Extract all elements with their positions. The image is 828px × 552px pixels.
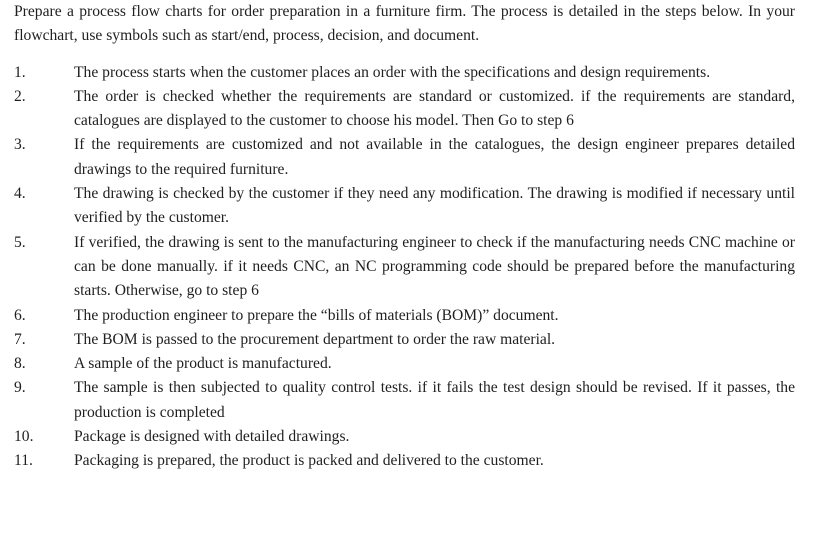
step-number: 6. [14, 306, 26, 324]
step-text: A sample of the product is manufactured. [74, 355, 332, 373]
step-text: The production engineer to prepare the “bills of materials (BOM)” document. [74, 306, 559, 324]
step-number: 3. [14, 136, 26, 154]
list-item [14, 61, 795, 85]
step-text: If the requirements are customized and not available in the catalogues, the design engineer prepares detailed drawings to the required furniture. [74, 136, 795, 178]
step-text: The order is checked whether the requirements are standard or customized. if the requirements are standard, catalogues are displayed to the customer to choose his model. Then Go to step 6 [74, 87, 795, 130]
step-number: 9. [14, 379, 26, 397]
step-number: 8. [14, 355, 26, 373]
step-number: 5. [14, 233, 26, 251]
list-item [14, 133, 795, 182]
list-item [14, 376, 795, 425]
step-text: Package is designed with detailed drawings. [74, 428, 350, 446]
step-number: 11. [14, 452, 33, 470]
step-number: 2. [14, 87, 26, 105]
step-text: If verified, the drawing is sent to the manufacturing engineer to check if the manufacturing needs CNC machine or can be done manually. if it needs CNC, an NC programming code should be prepared before the manufacturing starts. Otherwise, go to step 6 [74, 233, 795, 300]
list-item [14, 328, 795, 352]
step-number: 4. [14, 185, 26, 203]
steps-list [14, 61, 795, 474]
step-text: The process starts when the customer places an order with the specifications and design requirements. [74, 63, 711, 81]
step-text: The sample is then subjected to quality control tests. if it fails the test design should be revised. If it passes, the production is completed [74, 379, 795, 421]
step-text: Packaging is prepared, the product is packed and delivered to the customer. [74, 452, 544, 470]
step-text: The drawing is checked by the customer if they need any modification. The drawing is modified if necessary until verified by the customer. [74, 185, 795, 227]
list-item [14, 449, 795, 473]
list-item [14, 352, 795, 376]
list-item [14, 304, 795, 328]
list-item [14, 85, 795, 134]
list-item [14, 182, 795, 231]
intro-paragraph: Prepare a process flow charts for order preparation in a furniture firm. The process is detailed in the steps below. In your flowchart, use symbols such as start/end, process, decision, and document. [14, 3, 795, 45]
step-number: 7. [14, 330, 26, 348]
list-item [14, 231, 795, 304]
step-number: 1. [14, 63, 26, 81]
step-number: 10. [14, 428, 34, 446]
list-item [14, 425, 795, 449]
step-text: The BOM is passed to the procurement department to order the raw material. [74, 330, 556, 348]
